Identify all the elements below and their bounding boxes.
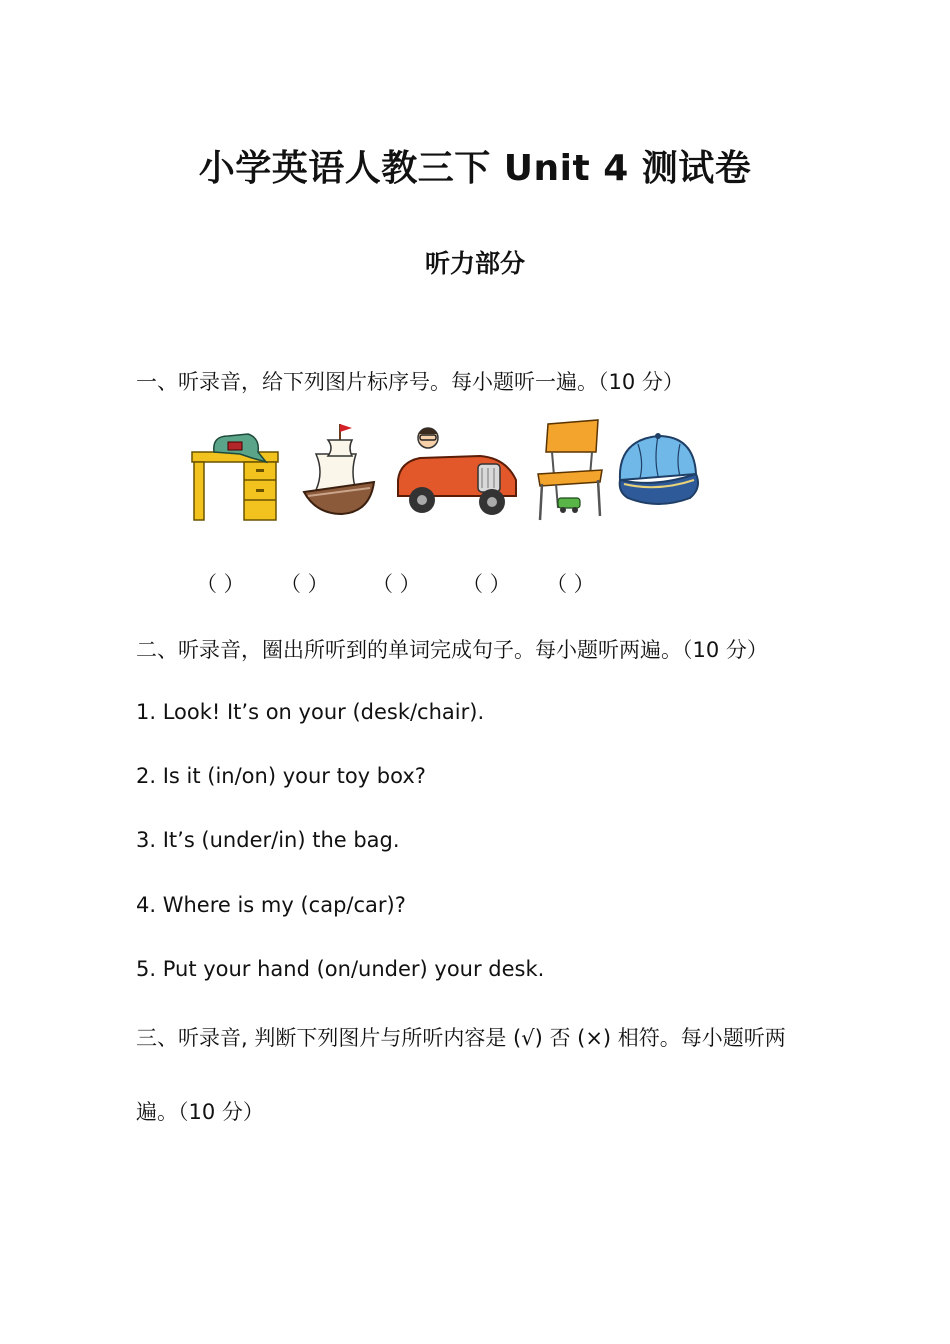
question-item: 1. Look! It’s on your (desk/chair). [136,700,485,724]
question-item: 4. Where is my (cap/car)? [136,893,406,917]
question-item: 3. It’s (under/in) the bag. [136,828,400,852]
answer-blank[interactable]: （ ） [372,572,421,596]
answer-blank[interactable]: （ ） [196,572,245,596]
section2-heading: 二、听录音，圈出所听到的单词完成句子。每小题听两遍。（10 分） [136,638,768,662]
desk-icon [190,418,282,522]
picture-row [190,418,710,524]
section-subtitle: 听力部分 [424,249,525,278]
section3-heading: 三、听录音, 判断下列图片与所听内容是 (√) 否 (×) 相符。每小题听两 [136,1026,786,1050]
answer-blank[interactable]: （ ） [280,572,329,596]
chair-icon [532,418,610,522]
boat-icon [294,418,384,522]
question-item: 5. Put your hand (on/under) your desk. [136,957,545,981]
section3-heading-continued: 遍。（10 分） [136,1100,264,1124]
car-icon [394,418,522,522]
answer-blank[interactable]: （ ） [546,572,595,596]
answer-blank[interactable]: （ ） [462,572,511,596]
cap-icon [614,418,704,522]
page-title: 小学英语人教三下 Unit 4 测试卷 [198,148,752,189]
question-item: 2. Is it (in/on) your toy box? [136,764,426,788]
section1-heading: 一、听录音，给下列图片标序号。每小题听一遍。（10 分） [136,370,684,394]
